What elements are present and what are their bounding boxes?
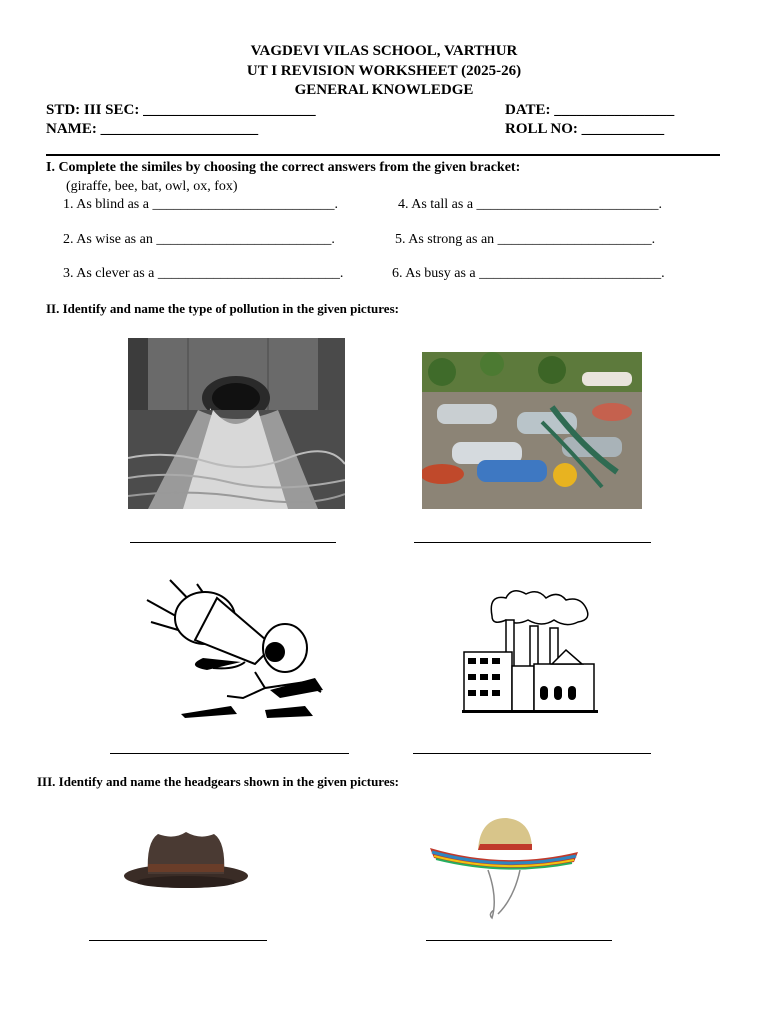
school-name: VAGDEVI VILAS SCHOOL, VARTHUR <box>250 43 518 59</box>
answer-blank-pollution-1[interactable] <box>130 542 336 543</box>
simile-item-5[interactable]: 5. As strong as an ______________________. <box>395 232 656 247</box>
worksheet-title: UT I REVISION WORKSHEET (2025-26) <box>246 63 522 79</box>
answer-blank-headgear-1[interactable] <box>89 940 267 941</box>
name-field[interactable]: NAME: _____________________ <box>46 121 259 137</box>
subject-title: GENERAL KNOWLEDGE <box>294 82 474 98</box>
answer-blank-headgear-2[interactable] <box>426 940 612 941</box>
water-pollution-image <box>128 338 345 509</box>
noise-pollution-image <box>145 578 330 720</box>
answer-blank-pollution-4[interactable] <box>413 753 651 754</box>
answer-blank-pollution-3[interactable] <box>110 753 349 754</box>
roll-no-field[interactable]: ROLL NO: ___________ <box>505 121 665 137</box>
section2-heading: II. Identify and name the type of pollution in the given pictures: <box>46 301 399 316</box>
simile-item-4[interactable]: 4. As tall as a __________________________. <box>398 197 663 212</box>
air-pollution-image <box>462 586 598 714</box>
section3-heading: III. Identify and name the headgears shown in the given pictures: <box>37 774 399 789</box>
std-sec-field[interactable]: STD: III SEC: _______________________ <box>46 102 316 118</box>
date-field[interactable]: DATE: ________________ <box>505 102 675 118</box>
fedora-hat-image <box>122 828 250 892</box>
sombrero-hat-image <box>428 814 580 924</box>
simile-item-6[interactable]: 6. As busy as a __________________________. <box>392 266 665 281</box>
answer-blank-pollution-2[interactable] <box>414 542 651 543</box>
simile-item-2[interactable]: 2. As wise as an _________________________. <box>63 232 335 247</box>
simile-item-1[interactable]: 1. As blind as a __________________________. <box>63 197 338 212</box>
section1-options: (giraffe, bee, bat, owl, ox, fox) <box>66 179 238 194</box>
simile-item-3[interactable]: 3. As clever as a __________________________. <box>63 266 344 281</box>
plastic-pollution-image <box>422 352 642 509</box>
header-divider <box>46 154 720 156</box>
section1-heading: I. Complete the similes by choosing the correct answers from the given bracket: <box>46 160 521 175</box>
